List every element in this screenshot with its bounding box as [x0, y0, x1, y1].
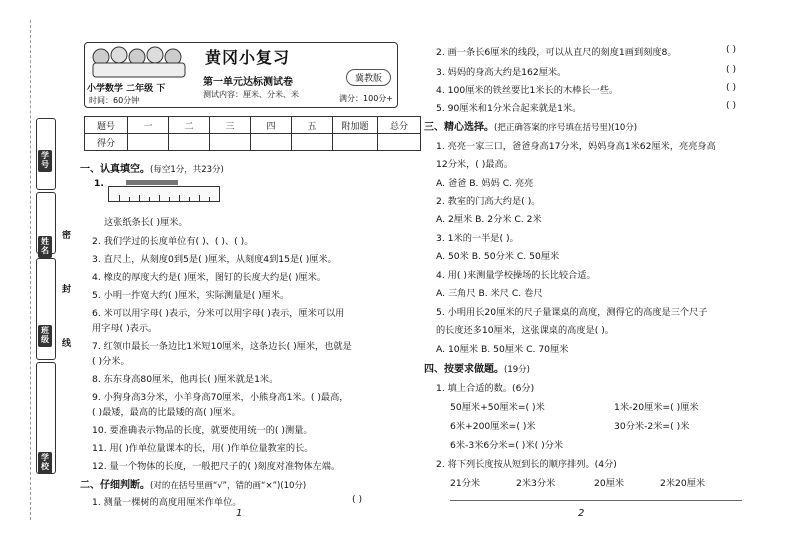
header-cell: 二	[169, 117, 210, 134]
question-line: 6. 米可以用字母( )表示，分米可以用字母( )表示，厘米可以用	[92, 308, 345, 319]
choice-line: 3. 1米的一半是( )。	[436, 233, 519, 244]
question-number: 1.	[94, 178, 104, 189]
choice-options: A. 2厘米 B. 2分米 C. 2米	[436, 214, 542, 225]
fill-item: 50厘米+50厘米=( )米	[450, 402, 545, 413]
question-line: 11. 用( )作单位量课本的长，用( )作单位量教室的长。	[92, 443, 314, 454]
question-line: 10. 要准确表示物品的长度，就要使用统一的( )测量。	[92, 425, 313, 436]
children-illustration	[89, 45, 189, 81]
choice-line: 的长度还多10厘米，这张课桌的高度是( )。	[436, 325, 614, 336]
subject-grade: 小学数学 二年级 下	[87, 84, 166, 94]
choice-line: 4. 用( )来测量学校操场的长比较合适。	[436, 270, 596, 281]
choice-options: A. 10厘米 B. 50厘米 C. 70厘米	[436, 344, 569, 355]
sub-question-1: 1. 填上合适的数。(6分)	[436, 383, 535, 394]
question-line: 3. 直尺上，从刻度0到5是( )厘米，从刻度4到15是( )厘米。	[92, 254, 337, 265]
fill-item: 6米+200厘米=( )米	[450, 421, 536, 432]
header-cell: 附加题	[333, 117, 378, 134]
answer-bracket[interactable]: ( )	[352, 494, 363, 505]
name-label: 姓名	[38, 236, 52, 258]
paper-strip	[126, 180, 178, 185]
choice-line: 12分米，( )最高。	[436, 159, 513, 170]
answer-bracket[interactable]: ( )	[726, 82, 737, 93]
question-line: 4. 橡皮的厚度大约是( )厘米，图钉的长度大约是( )厘米。	[92, 272, 326, 283]
choice-options: A. 50米 B. 50分米 C. 50厘米	[436, 251, 560, 262]
question-line: 5. 小明一拃宽大约( )厘米，实际测量是( )厘米。	[92, 290, 290, 301]
answer-line	[450, 500, 742, 501]
choice-line: 1. 亮亮一家三口，爸爸身高17分米，妈妈身高1米62厘米，亮亮身高	[436, 141, 716, 152]
class-label: 班级	[38, 325, 52, 347]
choice-line: 5. 小明用长20厘米的尺子量课桌的高度，测得它的高度是三个尺子	[436, 307, 708, 318]
length-item: 2米20厘米	[660, 478, 706, 489]
section-1-title: 一、认真填空。(每空1分，共23分)	[80, 164, 224, 175]
question-line: 8. 东东身高80厘米，他再长( )厘米就是1米。	[92, 374, 279, 385]
choice-options: A. 三角尺 B. 米尺 C. 卷尺	[436, 288, 543, 299]
score-cell[interactable]	[378, 134, 421, 151]
header-cell: 总分	[378, 117, 421, 134]
student-id-label: 学号	[38, 150, 52, 172]
answer-bracket[interactable]: ( )	[726, 64, 737, 75]
binding-line	[30, 20, 32, 520]
edition-badge: 冀教版	[346, 69, 391, 86]
question-1-caption: 这张纸条长( )厘米。	[104, 217, 188, 228]
header-cell: 题号	[85, 117, 128, 134]
page-number-right: 2	[578, 508, 585, 519]
fill-item: 30分米-2米=( )米	[614, 421, 690, 432]
choice-line: 2. 教室的门高大约是( )。	[436, 196, 541, 207]
score-row-label: 得分	[85, 134, 128, 151]
question-line: 2. 我们学过的长度单位有( )、( )、( )。	[92, 236, 254, 247]
header-cell: 三	[210, 117, 251, 134]
question-line: 12. 量一个物体的长度，一般把尺子的( )刻度对准物体左端。	[92, 461, 341, 472]
score-cell[interactable]	[128, 134, 169, 151]
brand-logo: 黄冈小复习	[205, 48, 291, 67]
section-3-title: 三、精心选择。(把正确答案的序号填在括号里)(10分)	[424, 122, 638, 133]
test-content: 测试内容：厘米、分米、米	[203, 90, 299, 99]
header-cell: 四	[251, 117, 292, 134]
section-4-title: 四、按要求做题。(19分)	[424, 364, 530, 375]
header-cell: 一	[128, 117, 169, 134]
score-table	[84, 116, 421, 151]
seal-mark-3: 线	[62, 339, 72, 349]
page-number-left: 1	[236, 508, 243, 519]
score-cell[interactable]	[251, 134, 292, 151]
seal-mark-1: 密	[62, 231, 72, 241]
score-cell[interactable]	[333, 134, 378, 151]
judge-question-3: 3. 妈妈的身高大约是162厘米。	[436, 67, 567, 78]
ruler-image	[108, 186, 220, 202]
question-line: ( )分米。	[92, 356, 130, 367]
score-cell[interactable]	[210, 134, 251, 151]
judge-question-1: 1. 测量一棵树的高度用厘米作单位。	[92, 497, 242, 508]
question-line: 7. 红领巾最长一条边比1米短10厘米，这条边长( )厘米，也就是	[92, 341, 352, 352]
length-item: 2米3分米	[516, 478, 556, 489]
score-cell[interactable]	[292, 134, 333, 151]
answer-bracket[interactable]: ( )	[726, 100, 737, 111]
choice-options: A. 爸爸 B. 妈妈 C. 亮亮	[436, 178, 534, 189]
exam-header	[84, 42, 398, 108]
fill-item: 6米-3米6分米=( )米( )分米	[450, 440, 564, 451]
seal-mark-2: 封	[62, 285, 72, 295]
judge-question-2: 2. 画一条长6厘米的线段，可以从直尺的刻度1画到刻度8。	[436, 47, 677, 58]
answer-bracket[interactable]: ( )	[726, 44, 737, 55]
length-item: 21分米	[450, 478, 481, 489]
judge-question-4: 4. 100厘米的铁丝要比1米长的木棒长一些。	[436, 85, 619, 96]
question-line: 9. 小狗身高3分米，小羊身高70厘米，小熊身高1米。( )最高，	[92, 392, 349, 403]
header-cell: 五	[292, 117, 333, 134]
sub-question-2: 2. 将下列长度按从短到长的顺序排列。(4分)	[436, 459, 617, 470]
school-label: 学校	[38, 452, 52, 474]
exam-title: 第一单元达标测试卷	[203, 77, 293, 88]
fill-item: 1米-20厘米=( )厘米	[614, 402, 699, 413]
score-cell[interactable]	[169, 134, 210, 151]
question-line: 用字母( )表示。	[92, 323, 158, 334]
question-line: ( )最矮，最高的比最矮的高( )厘米。	[92, 407, 241, 418]
length-item: 20厘米	[594, 478, 625, 489]
section-2-title: 二、仔细判断。(对的在括号里画“√”，错的画“×”)(10分)	[80, 480, 307, 491]
full-score: 满分：100分+	[339, 94, 393, 103]
time-limit: 时间：60分钟	[89, 96, 140, 105]
judge-question-5: 5. 90厘米和1分米合起来就是1米。	[436, 103, 582, 114]
